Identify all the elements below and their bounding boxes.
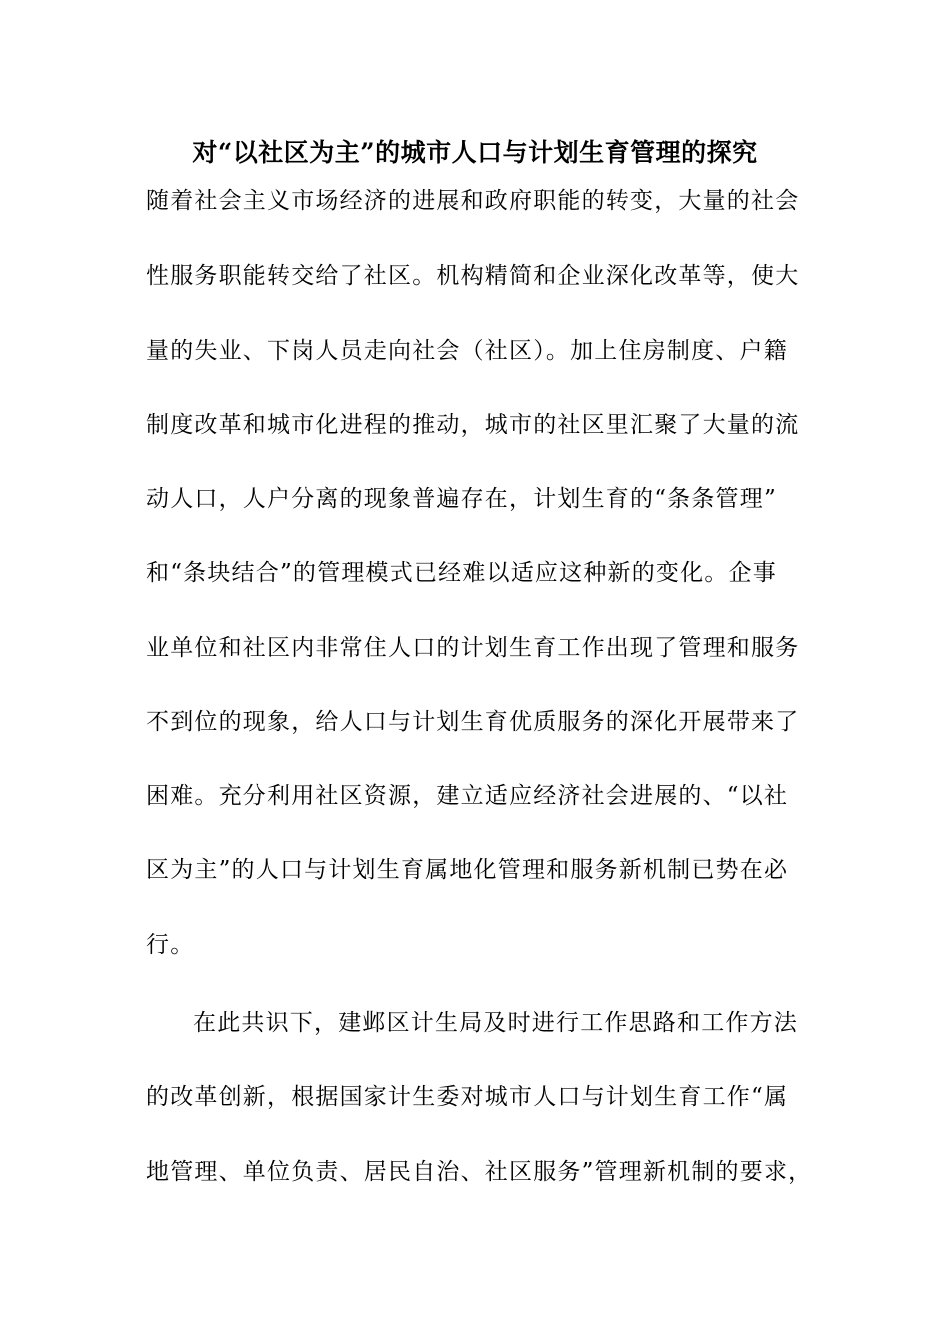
paragraph-1-line: 随着社会主义市场经济的进展和政府职能的转变，大量的社会 [146, 188, 800, 214]
paragraph-1-line: 区为主”的人口与计划生育属地化管理和服务新机制已势在必 [146, 857, 789, 883]
paragraph-1-line: 行。 [146, 932, 195, 958]
paragraph-1-line: 困难。充分利用社区资源，建立适应经济社会进展的、“以社 [146, 783, 789, 809]
paragraph-2-line: 在此共识下，建邺区计生局及时进行工作思路和工作方法 [193, 1010, 798, 1036]
paragraph-1-line: 制度改革和城市化进程的推动，城市的社区里汇聚了大量的流 [146, 412, 800, 438]
paragraph-1-line: 不到位的现象，给人口与计划生育优质服务的深化开展带来了 [146, 709, 800, 735]
paragraph-1-line: 动人口，人户分离的现象普遍存在，计划生育的“条条管理” [146, 486, 777, 512]
paragraph-1-line: 量的失业、下岗人员走向社会（社区）。加上住房制度、户籍 [146, 338, 788, 364]
paragraph-2-line: 地管理、单位负责、居民自治、社区服务”管理新机制的要求， [146, 1159, 813, 1185]
paragraph-1-line: 和“条块结合”的管理模式已经难以适应这种新的变化。企事 [146, 560, 777, 586]
paragraph-1-line: 业单位和社区内非常住人口的计划生育工作出现了管理和服务 [146, 635, 800, 661]
paragraph-2-line: 的改革创新，根据国家计生委对城市人口与计划生育工作“属 [146, 1084, 789, 1110]
paragraph-1-line: 性服务职能转交给了社区。机构精简和企业深化改革等，使大 [146, 263, 800, 289]
document-title: 对“以社区为主”的城市人口与计划生育管理的探究 [192, 138, 758, 167]
